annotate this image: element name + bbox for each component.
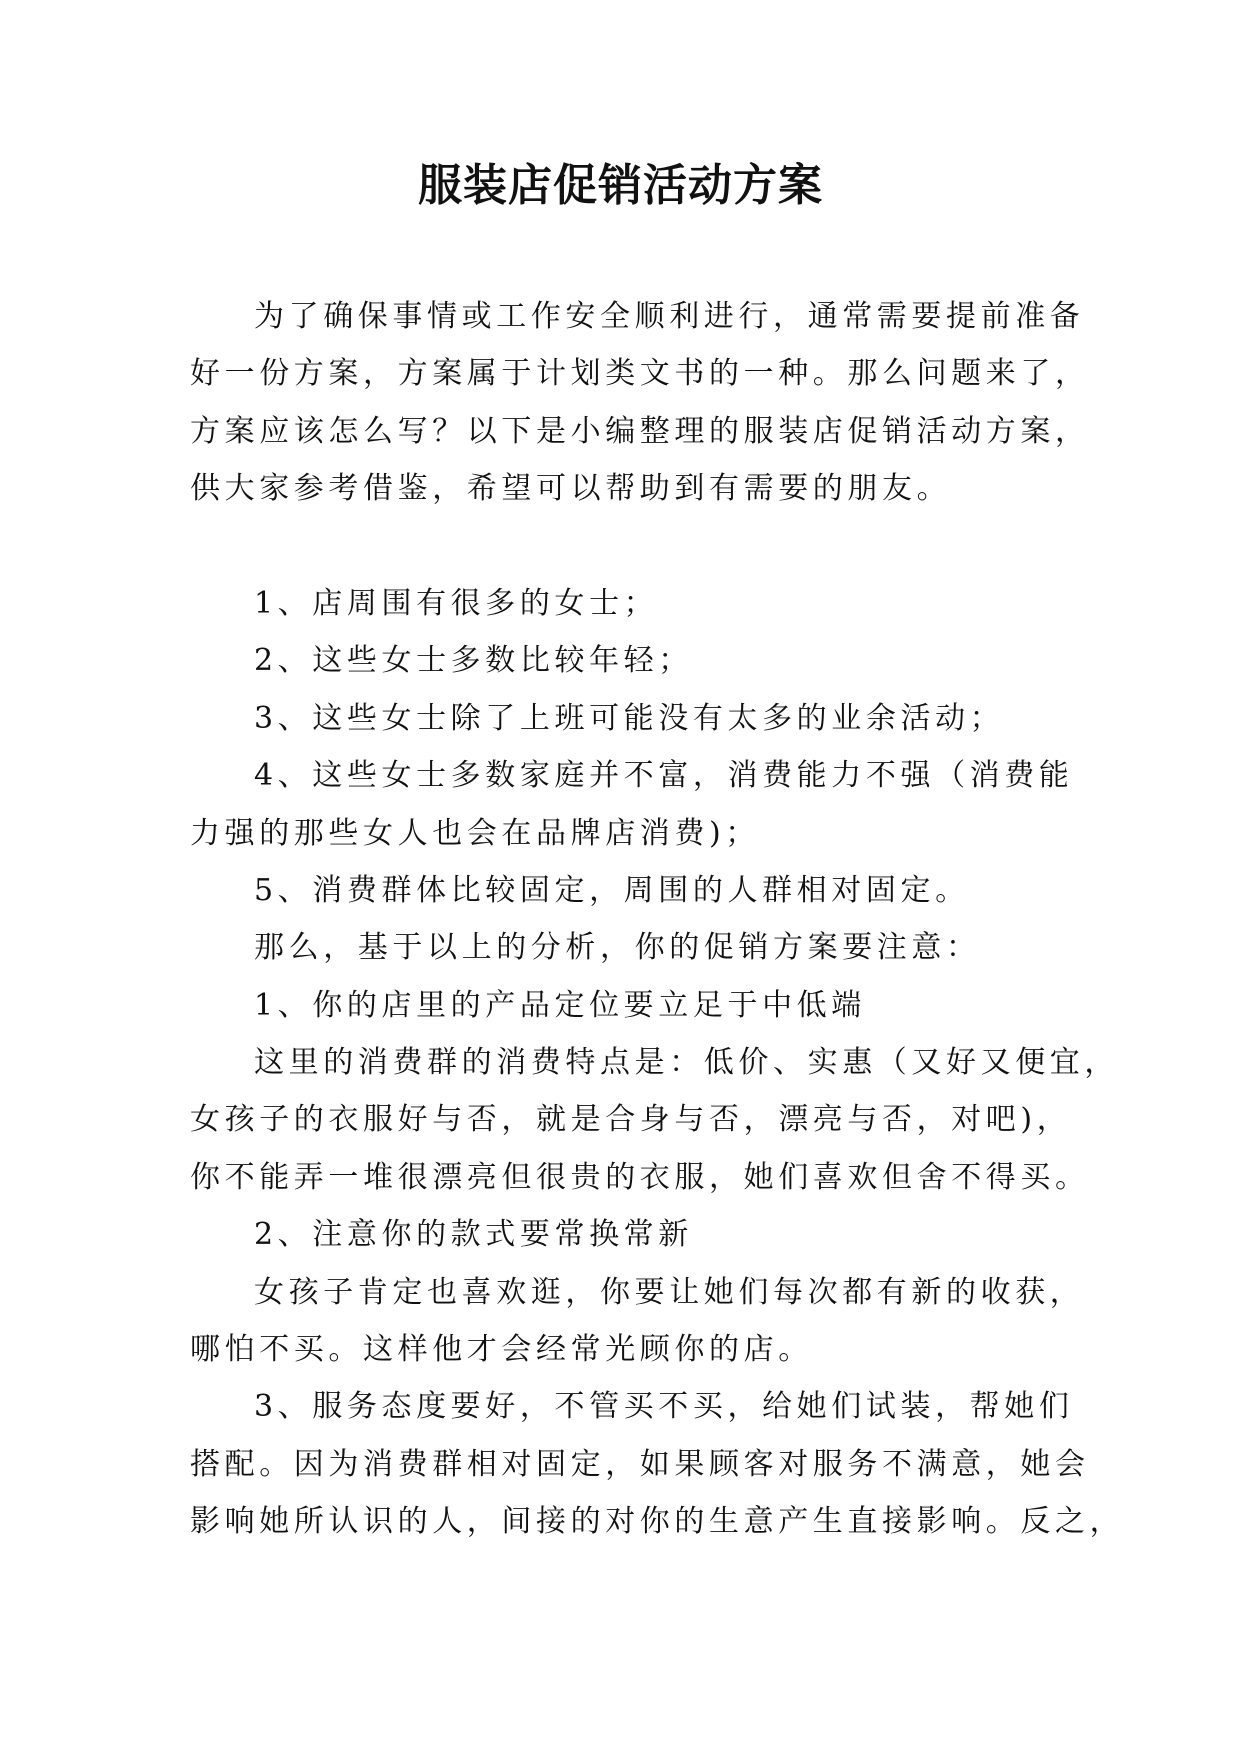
paragraph-line: 2、这些女士多数比较年轻； [254,643,693,679]
paragraph-line: 供大家参考借鉴，希望可以帮助到有需要的朋友。 [190,471,952,507]
paragraph-line: 为了确保事情或工作安全顺利进行，通常需要提前准备 [254,299,1085,334]
paragraph-line: 2、注意你的款式要常换常新 [254,1217,693,1253]
paragraph-gap [190,518,1070,575]
paragraph-line: 你不能弄一堆很漂亮但很贵的衣服，她们喜欢但舍不得买。 [190,1159,1090,1195]
paragraph-line: 影响她所认识的人，间接的对你的生意产生直接影响。反之， [190,1504,1125,1540]
paragraph-line: 1、你的店里的产品定位要立足于中低端 [254,987,866,1023]
paragraph-line: 力强的那些女人也会在品牌店消费)； [190,815,760,851]
document-body [190,288,1125,1551]
paragraph-line: 女孩子的衣服好与否，就是合身与否，漂亮与否，对吧)， [190,1102,1072,1138]
paragraph-line: 方案应该怎么写？以下是小编整理的服装店促销活动方案， [190,413,1090,449]
paragraph-line: 那么，基于以上的分析，你的促销方案要注意： [254,930,981,966]
paragraph-line: 这里的消费群的消费特点是：低价、实惠（又好又便宜， [254,1045,1119,1081]
paragraph-line: 1、店周围有很多的女士； [254,585,659,621]
paragraph-line: 女孩子肯定也喜欢逛，你要让她们每次都有新的收获， [254,1274,1085,1310]
paragraph-line: 哪怕不买。这样他才会经常光顾你的店。 [190,1332,813,1368]
paragraph-line: 搭配。因为消费群相对固定，如果顾客对服务不满意，她会 [190,1446,1090,1482]
document-title: 服装店促销活动方案 [418,160,823,211]
paragraph-line: 5、消费群体比较固定，周围的人群相对固定。 [254,872,970,908]
paragraph-line: 好一份方案，方案属于计划类文书的一种。那么问题来了， [190,356,1090,392]
paragraph-line: 3、服务态度要好，不管买不买，给她们试装，帮她们 [254,1389,1074,1425]
paragraph-line: 4、这些女士多数家庭并不富，消费能力不强（消费能 [254,758,1074,794]
paragraph-line: 3、这些女士除了上班可能没有太多的业余活动； [254,700,1005,736]
